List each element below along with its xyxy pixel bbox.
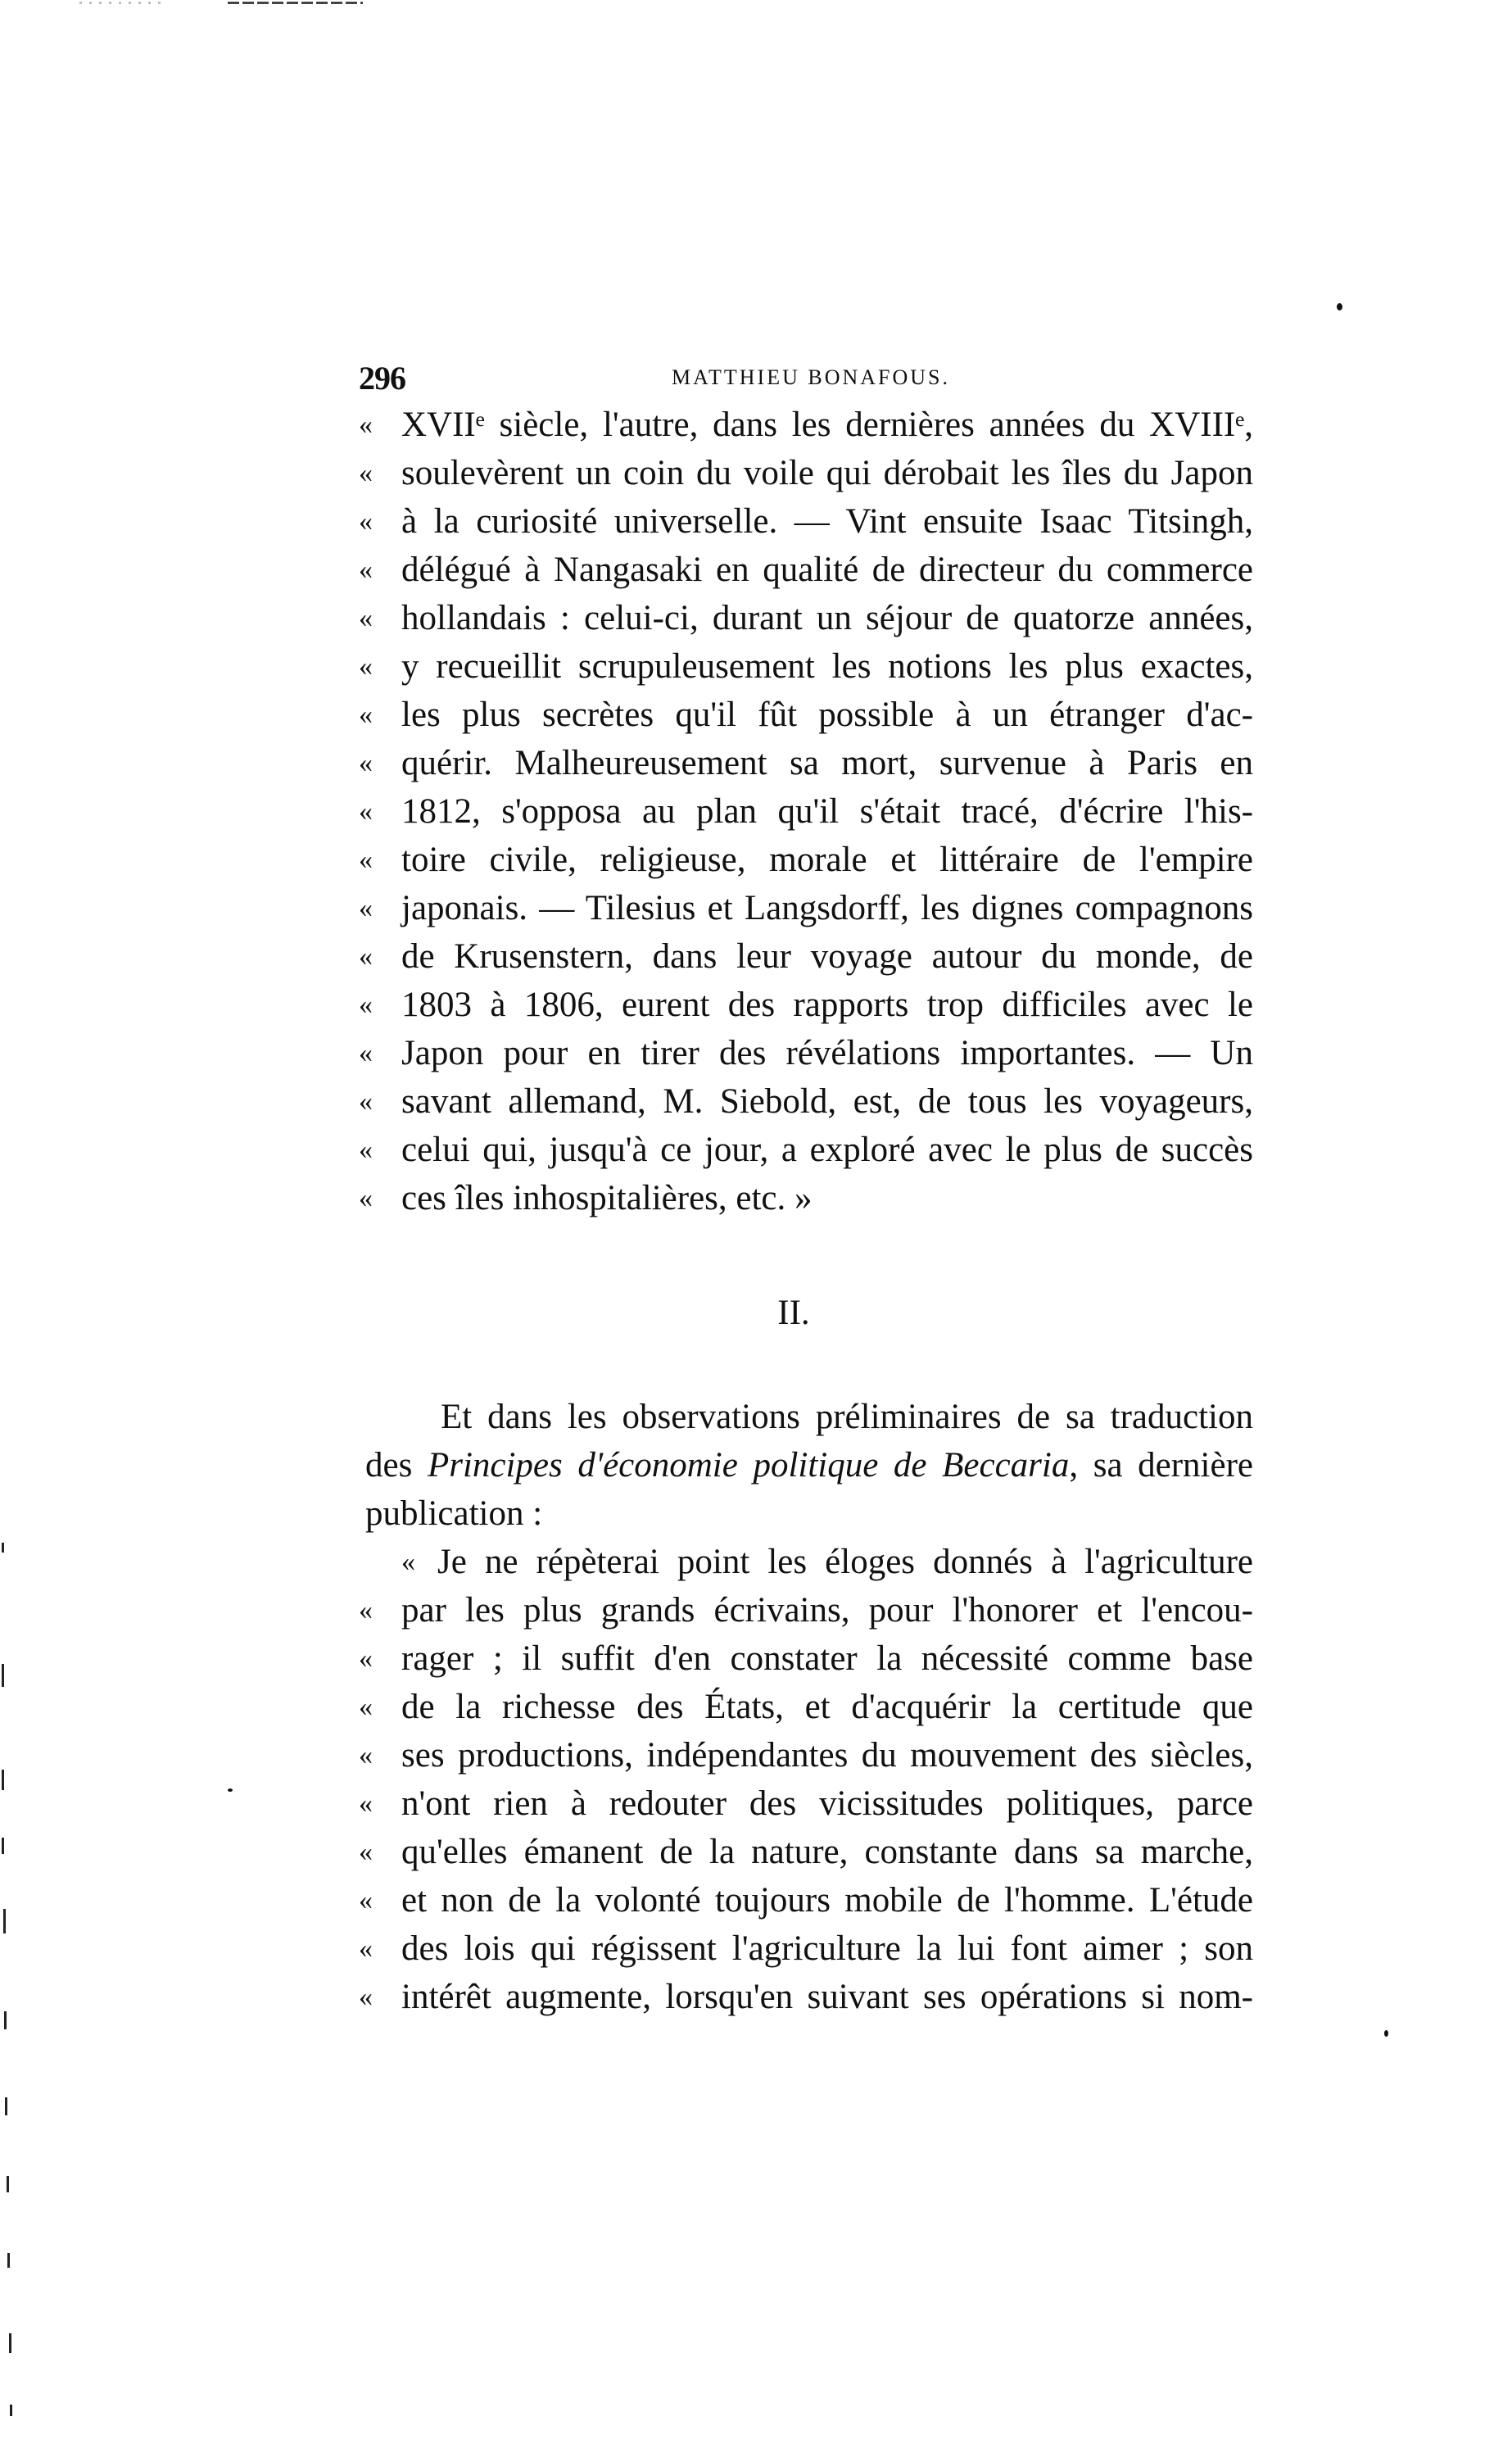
guillemet: « — [359, 941, 373, 972]
gutter-mark — [2, 1543, 4, 1553]
quote-line: « japonais. — Tilesius et Langsdorff, les dignes compagnons — [359, 884, 1253, 933]
quote-line: « et non de la volonté toujours mobile de l'homme. L'étude — [359, 1876, 1253, 1925]
quote-line: « hollandais : celui-ci, durant un séjour de quatorze années, — [359, 594, 1253, 643]
page-number: 296 — [359, 360, 405, 397]
quote-line: « de la richesse des États, et d'acquérir la certitude que — [359, 1683, 1253, 1732]
scan-edge-artifact — [79, 2, 163, 4]
gutter-mark — [10, 2405, 12, 2416]
quote-line: « qu'elles émanent de la nature, constante dans sa marche, — [359, 1828, 1253, 1877]
guillemet: « — [359, 458, 373, 488]
quote-line: « des lois qui régissent l'agriculture la lui font aimer ; son — [359, 1924, 1253, 1974]
quote-line: « ses productions, indépendantes du mouvement des siècles, — [359, 1731, 1253, 1780]
guillemet: « — [359, 1885, 373, 1915]
quote-line: « les plus secrètes qu'il fût possible à un étranger d'ac- — [359, 691, 1253, 740]
quote-line: « intérêt augmente, lorsqu'en suivant ses opérations si nom- — [359, 1973, 1253, 2022]
guillemet: « — [359, 555, 373, 585]
guillemet: « — [359, 1933, 373, 1964]
quote-line: « XVIIᵉ siècle, l'autre, dans les dernières années du XVIIIᵉ, — [359, 401, 1253, 450]
quote-line: « Japon pour en tirer des révélations importantes. — Un — [359, 1029, 1253, 1078]
guillemet: « — [359, 1788, 373, 1819]
book-title: Principes d'économie politique de Beccaria — [427, 1446, 1070, 1485]
gutter-mark — [9, 2333, 11, 2353]
quote-line: « ces îles inhospitalières, etc. » — [359, 1174, 1253, 1223]
gutter-mark — [5, 2097, 7, 2115]
guillemet: « — [359, 410, 373, 440]
gutter-mark — [2, 1838, 4, 1854]
gutter-mark — [3, 1909, 6, 1933]
quote-line: « 1803 à 1806, eurent des rapports trop difficiles avec le — [359, 981, 1253, 1030]
prose-line: publication : — [365, 1494, 543, 1533]
quote-line: « rager ; il suffit d'en constater la nécessité comme base — [359, 1634, 1253, 1684]
guillemet: « — [401, 1547, 415, 1577]
guillemet: « — [359, 506, 373, 537]
quote-line: « par les plus grands écrivains, pour l'honorer et l'encou- — [359, 1586, 1253, 1635]
guillemet: « — [359, 1038, 373, 1068]
quote-line: « soulevèrent un coin du voile qui dérobait les îles du Japon — [359, 449, 1253, 498]
running-title: MATTHIEU BONAFOUS. — [672, 365, 951, 389]
scan-speck — [228, 1788, 233, 1792]
quote-line: « à la curiosité universelle. — Vint ensuite Isaac Titsingh, — [359, 497, 1253, 546]
guillemet: « — [359, 700, 373, 730]
guillemet: « — [359, 1135, 373, 1165]
guillemet: « — [359, 603, 373, 633]
gutter-mark — [2, 1664, 4, 1687]
quote-line: « délégué à Nangasaki en qualité de directeur du commerce — [359, 546, 1253, 595]
guillemet: « — [359, 845, 373, 875]
quote-line: « 1812, s'opposa au plan qu'il s'était tracé, d'écrire l'his- — [359, 787, 1253, 836]
guillemet: « — [359, 990, 373, 1020]
gutter-mark — [7, 2176, 9, 2192]
prose-line: Et dans les observations préliminaires de sa traduction — [441, 1398, 1253, 1436]
quote-line: « y recueillit scrupuleusement les notions les plus exactes, — [359, 642, 1253, 691]
guillemet: « — [359, 1982, 373, 2012]
guillemet: « — [359, 796, 373, 827]
prose-line: des Principes d'économie politique de Beccaria, sa dernière — [365, 1446, 1253, 1485]
section-heading: II. — [777, 1294, 810, 1332]
scan-speck — [1337, 303, 1342, 311]
quote-line: « celui qui, jusqu'à ce jour, a exploré avec le plus de succès — [359, 1126, 1253, 1175]
guillemet: « — [359, 1643, 373, 1674]
guillemet: « — [359, 893, 373, 923]
guillemet: « — [359, 651, 373, 682]
guillemet: « — [359, 1183, 373, 1213]
gutter-mark — [4, 2011, 7, 2029]
quote-line: « quérir. Malheureusement sa mort, survenue à Paris en — [359, 739, 1253, 788]
guillemet: « — [359, 1086, 373, 1117]
gutter-mark — [7, 2253, 10, 2268]
scan-speck — [1384, 2030, 1388, 2037]
guillemet: « — [359, 1740, 373, 1770]
quote-line: « savant allemand, M. Siebold, est, de tous les voyageurs, — [359, 1077, 1253, 1127]
quote-line: « toire civile, religieuse, morale et littéraire de l'empire — [359, 836, 1253, 885]
quote-line: « n'ont rien à redouter des vicissitudes politiques, parce — [359, 1779, 1253, 1829]
guillemet: « — [359, 1837, 373, 1867]
guillemet: « — [359, 748, 373, 778]
running-head — [359, 359, 1252, 400]
guillemet: « — [359, 1595, 373, 1625]
scan-edge-artifact — [228, 2, 363, 4]
quote-line: « Je ne répèterai point les éloges donnés à l'agriculture — [401, 1538, 1253, 1587]
quote-line: « de Krusenstern, dans leur voyage autour du monde, de — [359, 932, 1253, 981]
guillemet: « — [359, 1692, 373, 1722]
gutter-mark — [2, 1770, 4, 1790]
